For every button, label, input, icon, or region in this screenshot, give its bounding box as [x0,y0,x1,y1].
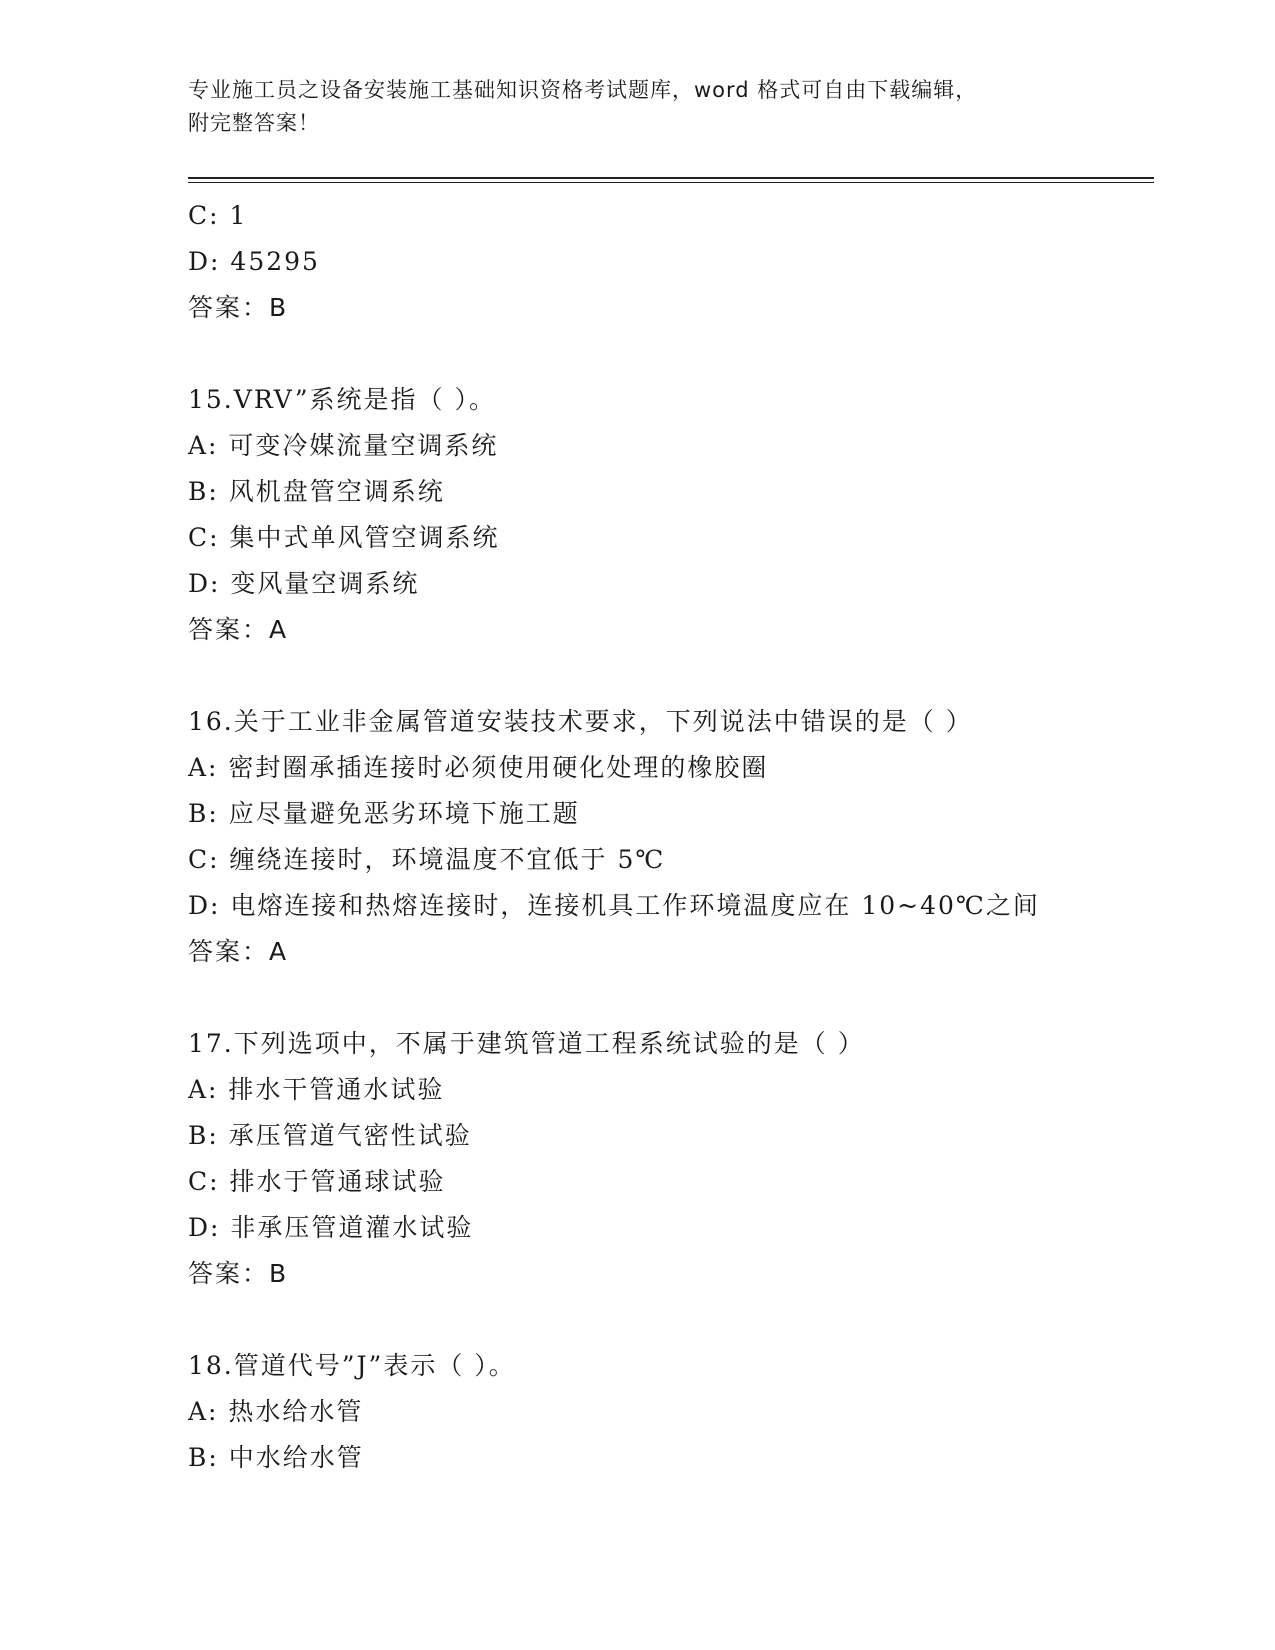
question-text: 16.关于工业非金属管道安装技术要求，下列说法中错误的是（ ） [188,707,973,736]
document-header [188,74,1068,140]
option-a: A: 热水给水管 [188,1397,364,1426]
answer-line: 答案：B [188,1259,289,1288]
header-line-2: 附完整答案！ [188,111,320,135]
header-rule-thin [188,182,1154,183]
option-a: A: 密封圈承插连接时必须使用硬化处理的橡胶圈 [188,753,769,782]
option-b: B: 应尽量避免恶劣环境下施工题 [188,799,580,828]
question-block-14 [188,193,1148,331]
spacer [188,331,1148,377]
header-line-1: 专业施工员之设备安装施工基础知识资格考试题库，word 格式可自由下载编辑， [188,78,978,102]
question-text: 17.下列选项中，不属于建筑管道工程系统试验的是（ ） [188,1029,865,1058]
option-a: A: 排水干管通水试验 [188,1075,445,1104]
option-d: D: 非承压管道灌水试验 [188,1213,474,1242]
option-b: B: 风机盘管空调系统 [188,477,445,506]
option-d: D: 电熔连接和热熔连接时，连接机具工作环境温度应在 10~40℃之间 [188,891,1040,920]
question-block-15 [188,377,1148,653]
spacer [188,975,1148,1021]
question-list [188,193,1148,1481]
option-d: D: 变风量空调系统 [188,569,420,598]
option-b: B: 中水给水管 [188,1443,364,1472]
spacer [188,653,1148,699]
option-c: C: 排水于管通球试验 [188,1167,446,1196]
header-rule-thick [188,177,1154,179]
answer-line: 答案：A [188,937,289,966]
question-text: 15.VRV”系统是指（ ）。 [188,385,496,414]
option-c: C: 1 [188,201,248,230]
question-block-16 [188,699,1148,975]
option-b: B: 承压管道气密性试验 [188,1121,472,1150]
option-a: A: 可变冷媒流量空调系统 [188,431,499,460]
option-c: C: 缠绕连接时，环境温度不宜低于 5℃ [188,845,666,874]
option-c: C: 集中式单风管空调系统 [188,523,500,552]
question-text: 18.管道代号”J”表示（ ）。 [188,1351,516,1380]
answer-line: 答案：B [188,293,289,322]
question-block-17 [188,1021,1148,1297]
question-block-18 [188,1343,1148,1481]
option-d: D: 45295 [188,247,320,276]
answer-line: 答案：A [188,615,289,644]
spacer [188,1297,1148,1343]
